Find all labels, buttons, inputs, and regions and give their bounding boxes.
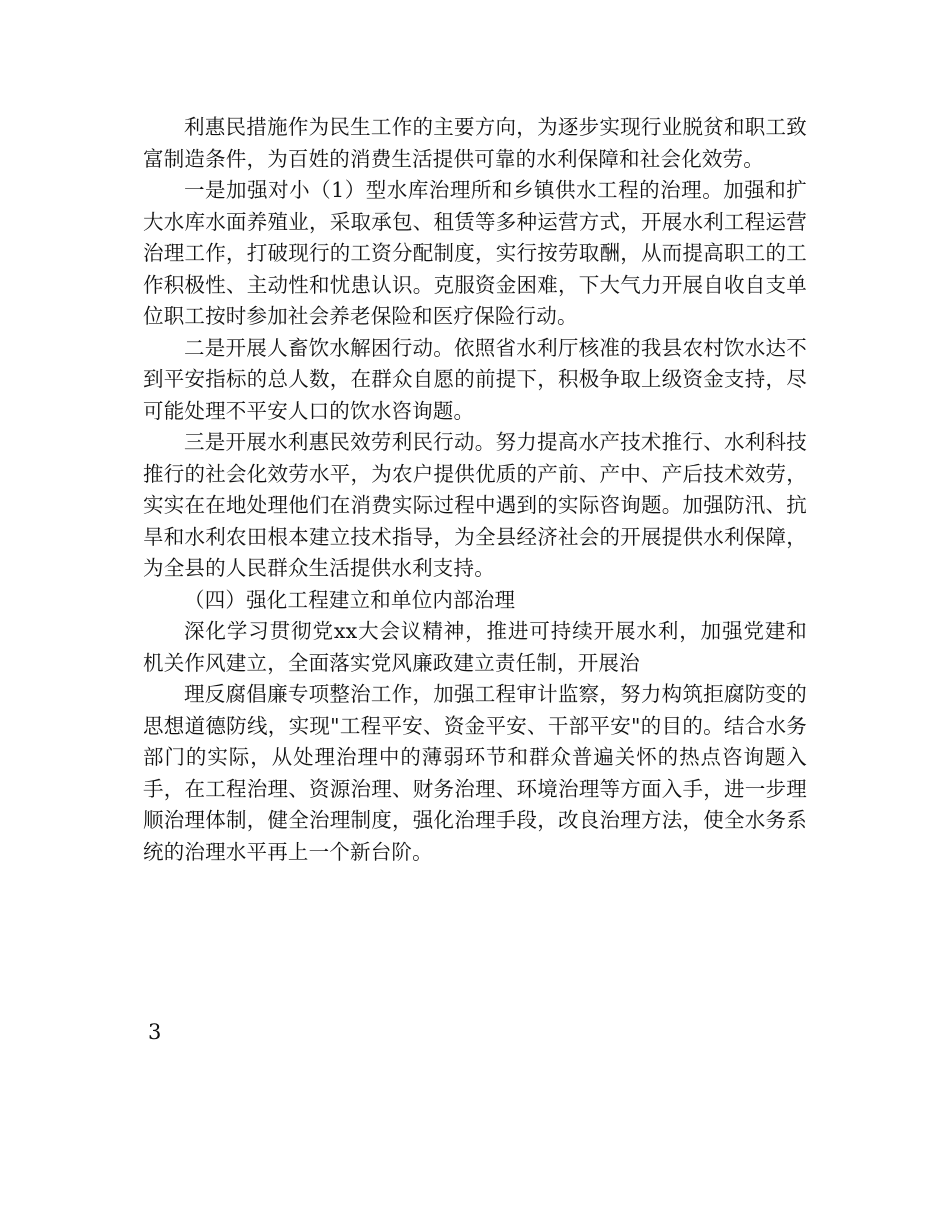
paragraph-livelihood-direction: 利惠民措施作为民生工作的主要方向，为逐步实现行业脱贫和职工致富制造条件，为百姓的消费生活提供可靠的水利保障和社会化效劳。 xyxy=(143,115,807,171)
section-heading: （四）强化工程建立和单位内部治理 xyxy=(184,587,516,612)
paragraph-reservoir-management: 一是加强对小（1）型水库治理所和乡镇供水工程的治理。加强和扩大水库水面养殖业，采取承包、租赁等多种运营方式，开展水利工程运营治理工作，打破现行的工资分配制度，实行按劳取酬，从而提高职工的工作积极性、主动性和忧患认识。克服资金困难，下大气力开展自收自支单位职工按时参加社会养老保险和医疗保险行动。 xyxy=(143,178,807,328)
paragraph-water-services: 三是开展水利惠民效劳利民行动。努力提高水产技术推行、水利科技推行的社会化效劳水平，为农户提供优质的产前、产中、产后技术效劳，实实在在地处理他们在消费实际过程中遇到的实际咨询题。加强防汛、抗旱和水利农田根本建立技术指导，为全县经济社会的开展提供水利保障，为全县的人民群众生活提供水利支持。 xyxy=(143,430,807,580)
page-number: 3 xyxy=(148,1020,162,1044)
paragraph-party-study: 深化学习贯彻党xx大会议精神，推进可持续开展水利，加强党建和机关作风建立，全面落实党风廉政建立责任制，开展治 xyxy=(143,619,807,675)
paragraph-anti-corruption: 理反腐倡廉专项整治工作，加强工程审计监察，努力构筑拒腐防变的思想道德防线，实现"工程平安、资金平安、干部平安"的目的。结合水务部门的实际，从处理治理中的薄弱环节和群众普遍关怀的热点咨询题入手，在工程治理、资源治理、财务治理、环境治理等方面入手，进一步理顺治理体制，健全治理制度，强化治理手段，改良治理方法，使全水务系统的治理水平再上一个新台阶。 xyxy=(143,682,807,864)
paragraph-drinking-water: 二是开展人畜饮水解困行动。依照省水利厅核准的我县农村饮水达不到平安指标的总人数，在群众自愿的前提下，积极争取上级资金支持，尽可能处理不平安人口的饮水咨询题。 xyxy=(143,335,807,423)
document-body xyxy=(143,112,807,868)
